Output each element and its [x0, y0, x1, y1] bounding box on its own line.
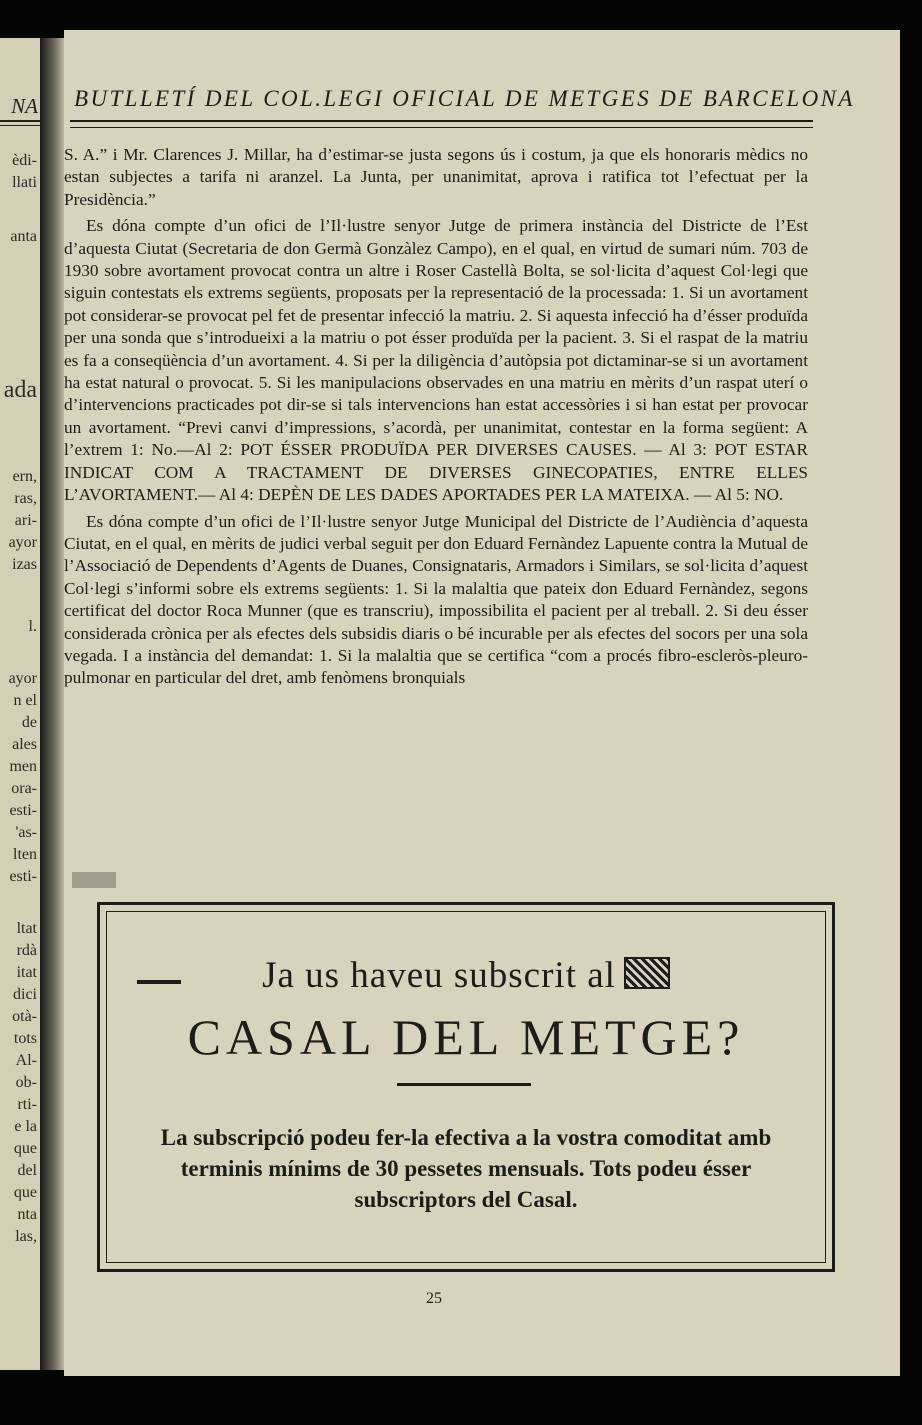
left-fragment: ras, [14, 490, 37, 507]
left-fragment: ayor [8, 670, 37, 687]
left-fragment: ari- [14, 512, 37, 529]
page [64, 30, 900, 1376]
ink-smudge [72, 872, 116, 888]
left-fragment: Al- [15, 1052, 37, 1069]
left-fragment: ora- [11, 780, 37, 797]
left-fragment: que [13, 1140, 37, 1157]
left-fragment: tots [13, 1030, 37, 1047]
advertisement-box [97, 902, 835, 1272]
ad-headline-text: Ja us haveu subscrit al [262, 955, 616, 996]
left-fragment: nta [17, 1206, 37, 1223]
left-fragment: dici [13, 986, 37, 1003]
left-fragment: èdi- [12, 152, 37, 169]
left-fragment: otà- [12, 1008, 37, 1025]
ad-headline [107, 954, 825, 997]
body-text [64, 144, 808, 694]
ad-divider [397, 1083, 531, 1086]
left-fragment: las, [15, 1228, 37, 1245]
left-fragment: 'as- [15, 824, 37, 841]
left-fragment: ern, [12, 468, 37, 485]
left-fragment: izas [12, 556, 37, 573]
header-rule [70, 120, 813, 128]
left-fragment: ales [12, 736, 37, 753]
left-fragment: ob- [15, 1074, 37, 1091]
paragraph-2: Es dóna compte d’un ofici de l’Il·lustre senyor Jutge de primera instància del Districte de l’Est d’aquesta Ciutat (Secretaria de don Germà Gonzàlez Campo), en el qual, en virtud de sumari núm. 703 de 1930 sobre avortament provocat contra un altre i Roser Castellà Bolta, se sol·licita d’aquest Col·legi que siguin contestats els extrems següents, proposats per la representació de la processada: 1. Si un avortament pot considerar-se provocat pel fet de presentar infecció la matriu. 2. Si aquesta infecció ha d’ésser produïda per una sonda que s’introdueixi a la matriu o pot ésser produïda per la pacient. 3. Si el raspat de la matriu es fa a conseqüència d’un avortament. 4. Si per la diligència d’autòpsia pot dictaminar-se si un avortament ha estat natural o provocat. 5. Si les manipulacions observades en una matriu en mèrits d’un raspat uterí o d’intervencions practicades pot dir-se si tals intervencions han estat accessòries i si han estat per provocar un avortament. “Previ canvi d’impressions, s’acordà, per unanimitat, contestar en la forma següent: A l’extrem 1: No.—Al 2: POT ÉSSER PRODUÏDA PER DIVERSES CAUSES. — Al 3: POT ESTAR INDICAT COM A TRACTAMENT DE DIVERSES GINECOPATIES, ENTRE ELLES L’AVORTAMENT.— Al 4: DEPÈN DE LES DADES APORTADES PER LA MATEIXA. — Al 5: NO. [64, 216, 808, 505]
left-page-header-rule [0, 120, 40, 126]
left-fragment: ada [3, 377, 37, 403]
left-fragment: l. [28, 618, 37, 635]
left-fragment: lten [13, 846, 37, 863]
left-fragment: que [13, 1184, 37, 1201]
left-fragment: esti- [9, 868, 37, 885]
running-head: BUTLLETÍ DEL COL.LEGI OFICIAL DE METGES DE BARCELONA [74, 86, 855, 111]
left-fragment: de [21, 714, 37, 731]
book-gutter [40, 38, 64, 1370]
left-fragment: rdà [16, 942, 37, 959]
left-fragment: llati [12, 174, 37, 191]
left-fragment: rti- [17, 1096, 37, 1113]
left-page-edge [0, 38, 40, 1370]
left-fragment: ltat [16, 920, 37, 937]
advertisement-inner-frame [106, 911, 826, 1263]
left-fragment: esti- [9, 802, 37, 819]
page-number: 25 [426, 1290, 442, 1307]
left-fragment: ayor [8, 534, 37, 551]
left-fragment: anta [10, 228, 37, 245]
ad-body-text: La subscripció podeu fer-la efectiva a la vostra comoditat amb terminis mínims de 30 pessetes mensuals. Tots podeu ésser subscriptors del Casal. [160, 1125, 772, 1212]
paragraph-1: S. A.” i Mr. Clarences J. Millar, ha d’estimar-se justa segons ús i costum, ja que els honoraris mèdics no estan subjectes a tarifa ni aranzel. La Junta, per unanimitat, aprova i ratifica tot l’efectuat per la Presidència.” [64, 145, 808, 209]
left-fragment: men [9, 758, 37, 775]
casal-logo-icon [624, 957, 670, 989]
left-page-header-fragment: NA [11, 94, 38, 118]
left-fragment: e la [14, 1118, 37, 1135]
left-fragment: del [17, 1162, 37, 1179]
paragraph-3: Es dóna compte d’un ofici de l’Il·lustre senyor Jutge Municipal del Districte de l’Audiència d’aquesta Ciutat, en el qual, en mèrits de judici verbal seguit per don Eduard Fernàndez Lapuente contra la Mutual de l’Associació de Dependents d’Agents de Duanes, Consignataris, Armadors i Similars, se sol·licita d’aquest Col·legi s’informi sobre els extrems següents: 1. Si la malaltia que pateix don Eduard Fernàndez, segons certificat del doctor Roca Munner (que es transcriu), impossibilita el pacient per al treball. 2. Si deu ésser considerada crònica per als efectes dels subsidis diaris o bé incurable per als efectes del socors per una sola vegada. I a instància del demandat: 1. Si la malaltia que se certifica “com a procés fibro-escleròs-pleuro-pulmonar en particular del dret, amb fenòmens bronquials [64, 511, 808, 688]
left-fragment: n el [13, 692, 37, 709]
left-fragment: itat [16, 964, 37, 981]
ad-title: CASAL DEL METGE? [187, 1009, 745, 1065]
